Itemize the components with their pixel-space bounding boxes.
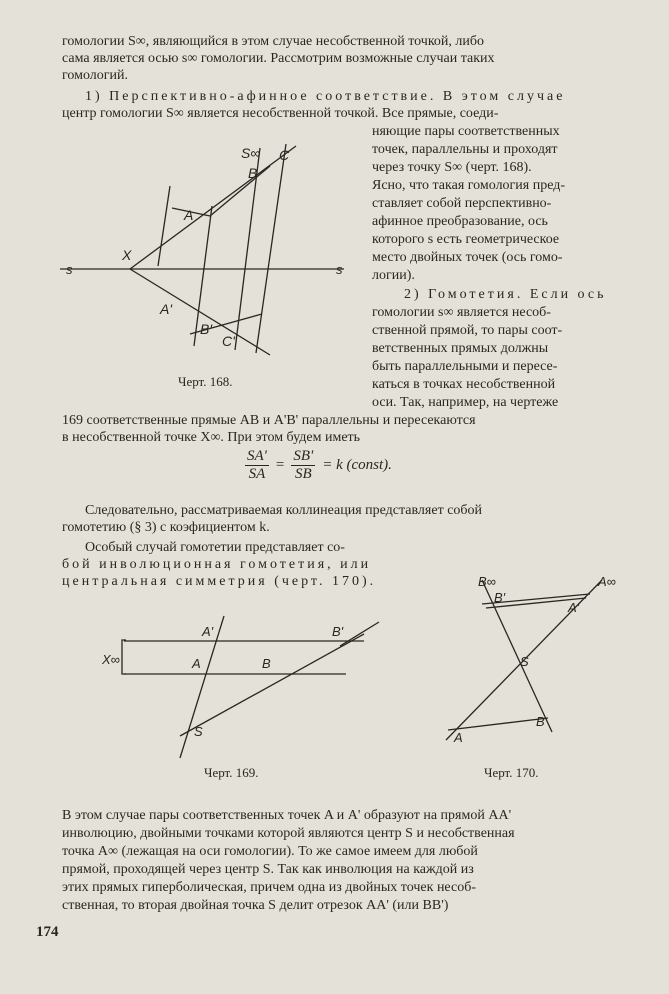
ray-line — [180, 634, 364, 736]
section-heading: 2) Гомотетия. Если ось — [404, 287, 607, 302]
numerator: SB' — [293, 448, 314, 464]
label-axis: s — [336, 262, 343, 277]
text-line: бой инволюционная гомотетия, или — [62, 557, 372, 572]
label-point: C — [279, 147, 290, 163]
text-line: логии). — [372, 268, 415, 283]
formula-result: = k (const). — [322, 457, 392, 473]
text-line: афинное преобразование, ось — [372, 214, 548, 229]
text-line: ственная, то вторая двойная точка S делит отрезок AA' (или BB') — [62, 898, 449, 913]
text-line: этих прямых гиперболическая, причем одна из двойных точек несоб- — [62, 880, 476, 895]
section-heading: 1) Перспективно-афинное соответствие. В этом случае — [85, 89, 566, 104]
fraction — [245, 448, 269, 483]
ray-line — [130, 269, 270, 355]
figure-170-diagram — [436, 568, 656, 754]
label-point: B — [536, 714, 545, 729]
text-line: гомотетию (§ 3) с коэфициентом k. — [62, 520, 270, 535]
text-line: место двойных точек (ось гомо- — [372, 250, 563, 265]
segment-line — [340, 622, 379, 646]
label-point: B' — [332, 624, 344, 639]
label-s-infinity: S∞ — [241, 145, 261, 161]
denominator: SA — [248, 466, 266, 482]
figure-169-diagram — [84, 608, 384, 763]
label-point: B' — [494, 590, 506, 605]
text-line: центр гомологии S∞ является несобственной точкой. Все прямые, соеди- — [62, 106, 499, 121]
text-line: оси. Так, например, на чертеже — [372, 395, 559, 410]
label-b-infinity: B∞ — [478, 574, 496, 589]
label-point: A' — [160, 301, 173, 317]
text-line: Следовательно, рассматриваемая коллинеация представляет собой — [85, 503, 483, 518]
text-line: сама является осью s∞ гомологии. Рассмотрим возможные случаи таких — [62, 51, 495, 66]
denominator: SB — [294, 466, 312, 482]
parallel-line — [256, 144, 286, 353]
label-point: A — [454, 730, 463, 745]
text-line: 169 соответственные прямые AB и A'B' параллельны и пересекаются — [62, 413, 476, 428]
text-line: быть параллельными и пересе- — [372, 359, 558, 374]
parallel-line — [158, 186, 170, 266]
numerator: SA' — [247, 448, 267, 464]
label-point: B' — [200, 321, 213, 337]
label-point: A' — [202, 624, 214, 639]
text-line: каться в точках несобственной — [372, 377, 556, 392]
text-line: через точку S∞ (черт. 168). — [372, 160, 532, 175]
label-center: S — [194, 724, 203, 739]
text-line: ставляет собой перспективно- — [372, 196, 552, 211]
fraction — [291, 448, 315, 483]
label-x-infinity: X∞ — [102, 652, 120, 667]
figure-caption: Черт. 168. — [178, 374, 233, 389]
text-line: гомологий. — [62, 68, 129, 83]
text-line: ственной прямой, то пары соот- — [372, 323, 563, 338]
label-axis: s — [66, 262, 73, 277]
segment-line — [210, 166, 270, 216]
equals-sign: = — [275, 457, 285, 473]
text-line: няющие пары соответственных — [372, 124, 560, 139]
bracket — [122, 640, 126, 674]
text-line: ветственных прямых должны — [372, 341, 549, 356]
label-point: A — [192, 656, 201, 671]
segment-line — [448, 718, 548, 730]
label-a-infinity: A∞ — [598, 574, 616, 589]
figure-caption: Черт. 170. — [484, 765, 539, 780]
text-line: которого s есть геометрическое — [372, 232, 560, 247]
label-point: A' — [568, 600, 580, 615]
text-line: точка A∞ (лежащая на оси гомологии). То же самое имеем для любой — [62, 844, 478, 859]
label-center: S — [520, 654, 529, 669]
label-point: B — [262, 656, 271, 671]
text-line: В этом случае пары соответственных точек A и A' образуют на прямой AA' — [62, 808, 512, 823]
ratio-formula — [242, 448, 392, 483]
text-line: гомологии s∞ является несоб- — [372, 305, 551, 320]
text-line: прямой, проходящей через центр S. Так как инволюция на каждой из — [62, 862, 474, 877]
label-point: B — [248, 165, 258, 181]
text-line: гомологии S∞, являющийся в этом случае несобственной точкой, либо — [62, 34, 485, 49]
text-line: Особый случай гомотетии представляет со- — [85, 540, 345, 555]
figure-caption: Черт. 169. — [204, 765, 259, 780]
text-line: центральная симметрия (черт. 170). — [62, 574, 377, 589]
label-point: X — [122, 247, 132, 263]
text-line: инволюцию, двойными точками которой являются центр S и несобственная — [62, 826, 515, 841]
text-line: в несобственной точке X∞. При этом будем иметь — [62, 430, 361, 445]
text-line: точек, параллельны и проходят — [372, 142, 558, 157]
text-line: Ясно, что такая гомология пред- — [372, 178, 566, 193]
label-point: C' — [222, 333, 235, 349]
label-point: A — [184, 207, 194, 223]
figure-168-diagram — [60, 138, 360, 370]
page-number: 174 — [36, 924, 59, 940]
